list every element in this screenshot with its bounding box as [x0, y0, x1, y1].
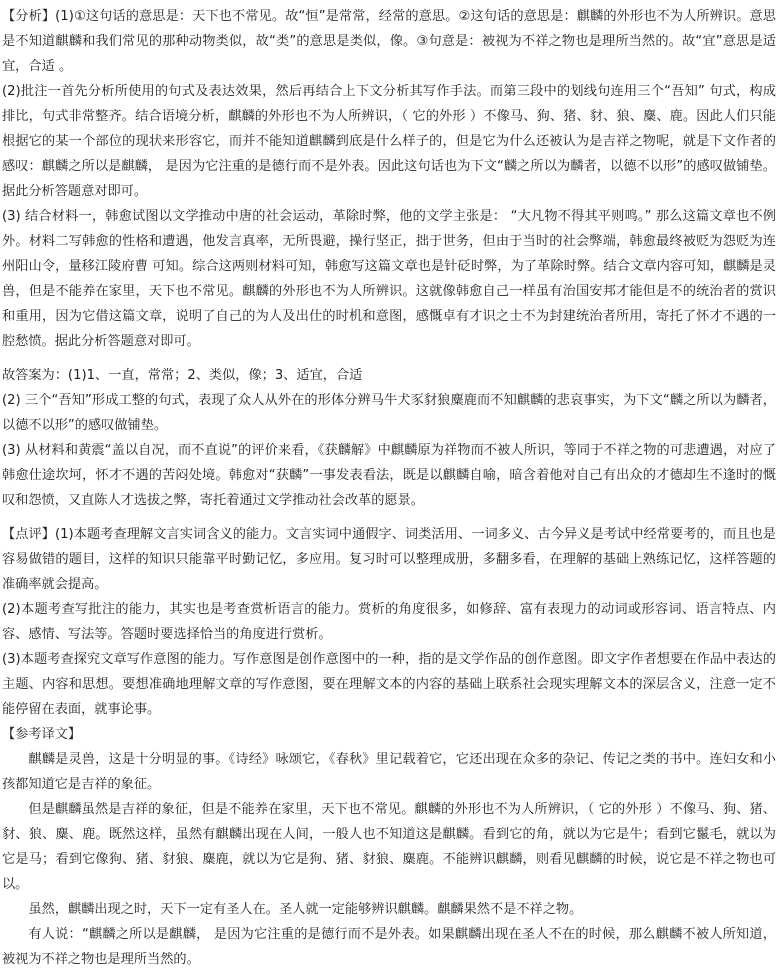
comment-paragraph-3: (3)本题考查探究文章写作意图的能力。写作意图是创作意图中的一种，指的是文学作品的创作意图。即文字作者想要在作品中表达的主题、内容和思想。要想准确地理解文章的写作意图，要在理解文本的内容的基础上联系社会现实理解文本的深层含义，注意一定不能停留在表面，就事论事。 — [2, 652, 776, 717]
translation-paragraph-1: 麒麟是灵兽，这是十分明显的事。《诗经》咏颂它，《春秋》里记载着它，它还出现在众多的杂记、传记之类的书中。连妇女和小孩都知道它是吉祥的象征。 — [2, 752, 776, 792]
answer-section — [2, 363, 776, 513]
comment-section — [2, 522, 776, 722]
analysis-paragraph-3: (3) 结合材料一，韩愈试图以文学推动中唐的社会运动，革除时弊，他的文学主张是： “大凡物不得其平则鸣。” 那么这篇文章也不例外。材料二写韩愈的性格和遭遇，他发言真率，无所畏避，操行坚正，拙于世务，但由于当时的社会弊端，韩愈最终被贬为怨贬为连州阳山令，量移江陵府曹 可知。综合这两则材料可知，韩愈写这篇文章也是针砭时弊，为了革除时弊。结合文章内容可知，麒麟是灵兽，但是不能养在家里，天下也不常见。麒麟的外形也不为人所辨识。这就像韩愈自己一样虽有治国安邦才能但是不的统治者的赏识和重用，因为它借这篇文章，说明了自己的为人及出仕的时机和意图，感慨卓有才识之士不为封建统治者所用，寄托了怀才不遇的一腔愁愤。据此分析答题意对即可。 — [2, 209, 776, 349]
comment-paragraph-1: 【点评】(1)本题考查理解文言实词含义的能力。文言实词中通假字、词类活用、一词多义、古今异义是考试中经常要考的，而且也是容易做错的题目，这样的知识只能靠平时勤记忆，多应用。复习时可以整理成册，多翻多看，在理解的基础上熟练记忆，这样答题的准确率就会提高。 — [2, 527, 776, 592]
translation-paragraph-3: 虽然，麒麟出现之时，天下一定有圣人在。圣人就一定能够辨识麒麟。麒麟果然不是不祥之物。 — [28, 902, 583, 917]
analysis-paragraph-2: (2)批注一首先分析所使用的句式及表达效果，然后再结合上下文分析其写作手法。而第三段中的划线句连用三个“吾知” 句式，构成排比，句式非常整齐。结合语境分析，麒麟的外形也不为人所辨识，（ 它的外形 ）不像马、狗、猪、豺、狼、麋、鹿。因此人们只能根据它的某一个部位的现状来形容它，而并不能知道麒麟到底是什么样子的，但是它为什么还被认为是吉祥之物呢，就是下文作者的感叹：麒麟之所以是麒麟， 是因为它注重的是德行而不是外表。因此这句话也为下文“麟之所以为麟者，以德不以形”的感叹做铺垫。据此分析答题意对即可。 — [2, 84, 776, 199]
answer-paragraph-1: 故答案为：(1)1、一直，常常；2、类似，像；3、适宜，合适 — [2, 368, 363, 383]
analysis-section — [2, 4, 776, 354]
translation-paragraph-4: 有人说：“麒麟之所以是麒麟， 是因为它注重的是德行而不是外表。如果麒麟出现在圣人不在的时候，那么麒麟不被人所知道，被视为不祥之物也是理所当然的。 — [2, 927, 776, 967]
comment-paragraph-2: (2)本题考查写批注的能力，其实也是考查赏析语言的能力。赏析的角度很多，如修辞、富有表现力的动词或形容词、语言特点、内容、感情、写法等。答题时要选择恰当的角度进行赏析。 — [2, 602, 776, 642]
answer-paragraph-3: (3) 从材料和黄震“盖以自况，而不直说”的评价来看，《获麟解》中麒麟原为祥物而不被人所识，等同于不祥之物的可悲遭遇，对应了韩愈仕途坎坷，怀才不遇的苦闷处境。韩愈对“获麟”一事发表看法，既是以麒麟自喻，暗含着他对自己有出众的才德却生不逢时的慨叹和怨愤，又直陈人才选拔之弊，寄托着通过文学推动社会改革的愿景。 — [2, 443, 776, 508]
translation-paragraph-2: 但是麒麟虽然是吉祥的象征，但是不能养在家里，天下也不常见。麒麟的外形也不为人所辨识，（ 它的外形 ）不像马、狗、猪、豺、狼、麋、鹿。既然这样，虽然有麒麟出现在人间，一般人也不知道这是麒麟。看到它的角，就以为它是牛；看到它鬣毛，就以为它是马；看到它像狗、猪、豺狼、麋鹿，就以为它是狗、猪、豺狼、麋鹿。不能辨识麒麟，则看见麒麟的时候，说它是不祥之物也可以。 — [2, 802, 776, 892]
translation-section — [2, 722, 776, 972]
analysis-paragraph-1: 【分析】(1)①这句话的意思是：天下也不常见。故“恒”是常常，经常的意思。②这句话的意思是：麒麟的外形也不为人所辨识。意思是不知道麒麟和我们常见的那种动物类似，故“类”的意思是类似，像。③句意是：被视为不祥之物也是理所当然的。故“宜”意思是适宜，合适 。 — [2, 9, 776, 74]
answer-paragraph-2: (2) 三个“吾知”形成工整的句式，表现了众人从外在的形体分辨马牛犬豕豺狼麋鹿而不知麒麟的悲哀事实，为下文“麟之所以为麟者，以德不以形”的感叹做铺垫。 — [2, 393, 776, 433]
translation-heading: 【参考译文】 — [2, 727, 82, 742]
